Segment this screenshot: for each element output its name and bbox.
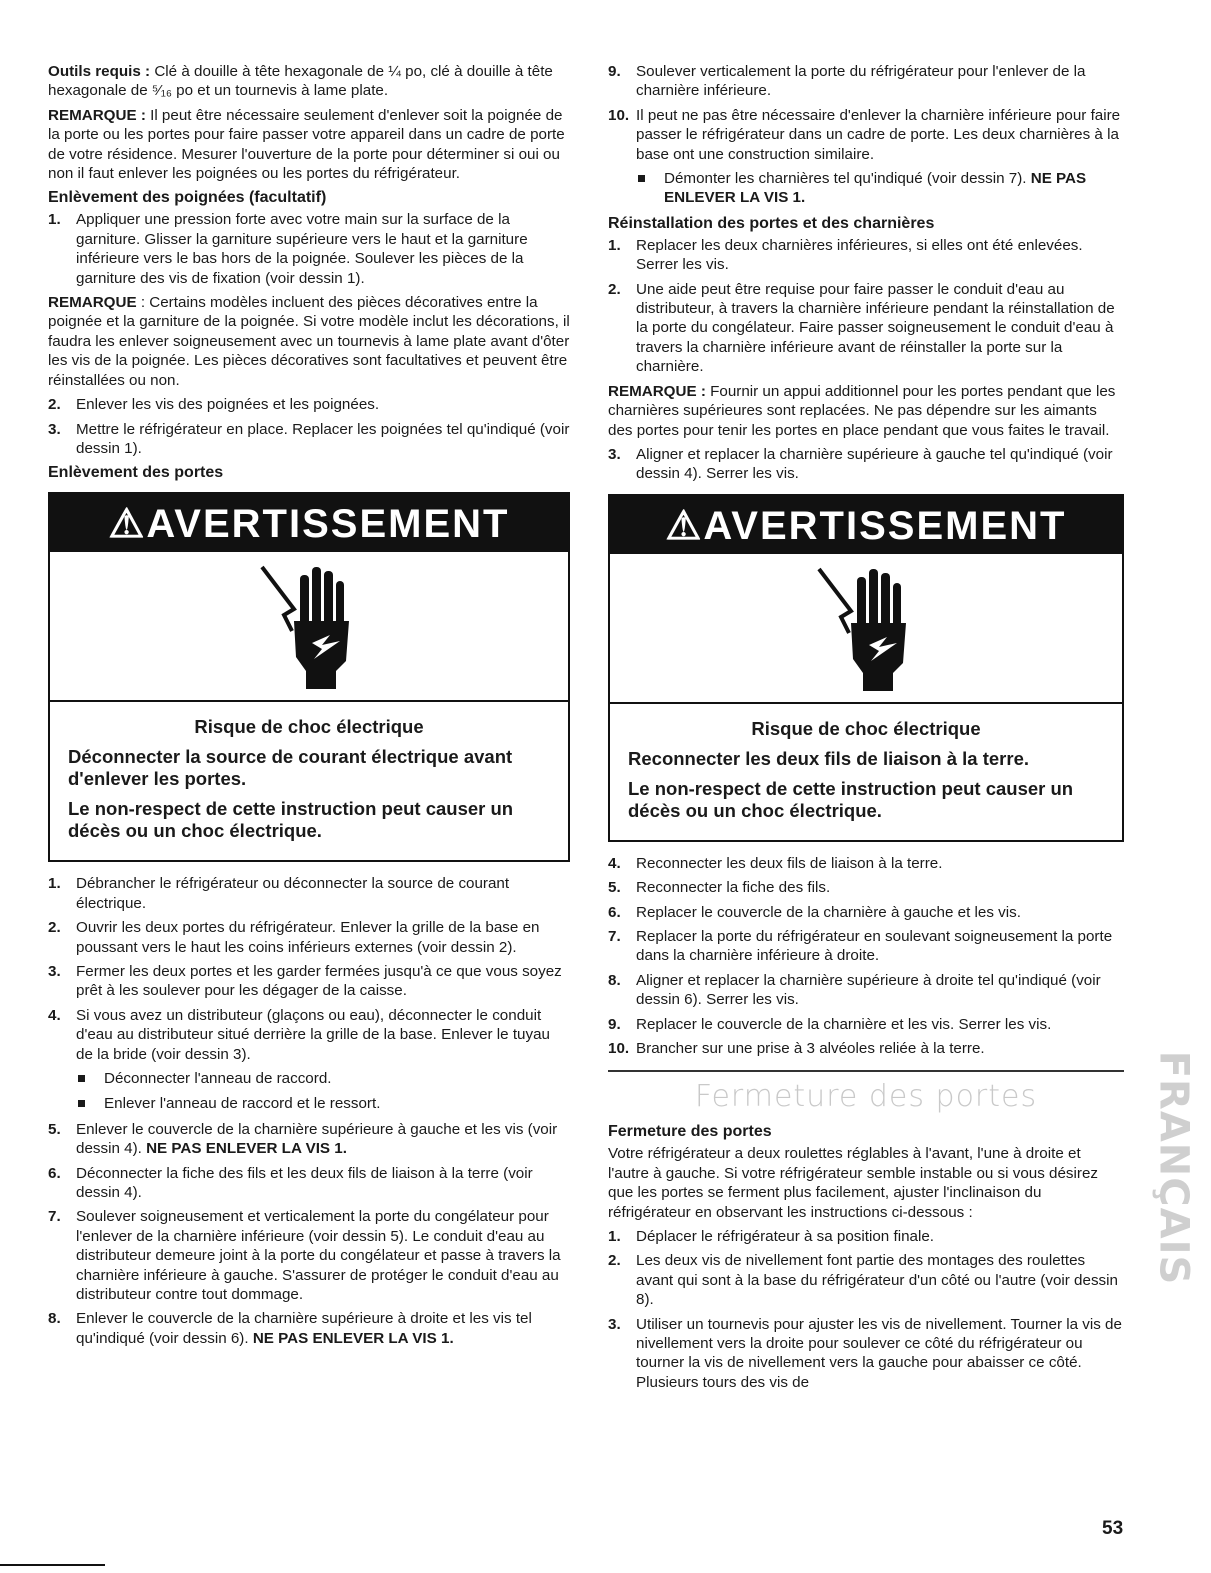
step-number: 6. [48,1164,61,1182]
warning-line-2-2: Le non-respect de cette instruction peut causer un décès ou un choc électrique. [628,777,1074,821]
step-item [608,445,1124,484]
step-number: 8. [608,971,621,989]
left-column [48,62,570,1353]
warning-body-2 [610,704,1122,840]
step-number: 7. [608,927,621,945]
closing-steps [608,1227,1124,1392]
step-text: Aligner et replacer la charnière supérieure à droite tel qu'indiqué (voir dessin 6). Serrer les vis. [636,971,1101,1009]
language-label: FRANÇAIS [1150,1050,1196,1286]
step-number: 10. [608,106,630,124]
step-text: Il peut ne pas être nécessaire d'enlever la charnière inférieure pour faire passer le réfrigérateur dans un cadre de porte. Les deux charnières à la base ont une construction similaire. [636,106,1121,163]
right-note-label: REMARQUE : [608,382,706,400]
step-item [48,1207,570,1304]
door-steps-a [48,874,570,1064]
step-item [48,874,570,913]
reinstall-steps-a [608,236,1124,377]
warning-line-1-2: Reconnecter les deux fils de liaison à la terre. [628,747,1029,769]
tools-label: Outils requis : [48,63,151,80]
step-number: 9. [608,1015,621,1033]
step-number: 2. [608,1252,621,1270]
step-number: 3. [608,445,621,463]
right-note-text: Fournir un appui additionnel pour les portes pendant que les charnières supérieures sont replacées. Ne pas dépendre sur les aimants des portes pour tenir les portes en place pendant que vous faites le travail. [608,382,1116,439]
step-text: Soulever verticalement la porte du réfrigérateur pour l'enlever de la charnière inférieure. [636,63,1086,100]
right-column [608,62,1124,1397]
door-steps-b [48,1120,570,1348]
step-number: 2. [48,396,61,414]
step-number: 5. [48,1120,61,1138]
step-bold-text: NE PAS ENLEVER LA VIS 1. [252,1329,454,1347]
step-item [48,395,570,414]
step-text: Replacer la porte du réfrigérateur en soulevant soigneusement la porte dans la charnière inférieure à droite. [636,927,1113,965]
step-item [48,1309,570,1348]
step-number: 3. [608,1315,621,1333]
right-note [608,382,1124,440]
reinstall-steps-c [608,854,1124,1059]
warning-risk-2: Risque de choc électrique [751,717,981,739]
step-item [608,971,1124,1010]
step-number: 4. [48,1006,61,1024]
step-number: 4. [608,854,621,872]
step-item [48,420,570,459]
step-number: 2. [608,280,621,298]
step-text: Soulever soigneusement et verticalement la porte du congélateur pour l'enlever de la charnière inférieure (voir dessin 5). Le conduit d'eau au distributeur demeure joint à la porte du congélateur et passe à travers la charnière inférieure à gauche. S'assurer de protéger le conduit d'eau au distributeur contre tout dommage. [76,1208,561,1304]
section-title: Fermeture des portes [694,1079,1038,1115]
step-number: 8. [48,1310,61,1328]
step-text: Déplacer le réfrigérateur à sa position finale. [636,1228,935,1245]
step-item [48,1120,570,1159]
note-text-2: : Certains modèles incluent des pièces décoratives entre la poignée et la garniture de la poignée. Si votre modèle inclut les décorations, il faudra les enlever soigneusement avec un tournevis à lame plate avant d'ôter les vis de la poignée. Les pièces décoratives sont facultatives et peuvent être réinstallées ou non. [48,294,570,389]
warning-box-2 [608,494,1124,842]
step-item [608,1039,1124,1058]
step-item [608,878,1124,897]
closing-heading: Fermeture des portes [608,1123,772,1141]
warning-box [48,492,570,862]
section-divider [608,1070,1124,1072]
warning-title-2: ⚠AVERTISSEMENT [610,496,1122,554]
tools-text: Clé à douille à tête hexagonale de ¼ po, clé à douille à tête hexagonale de ⁵⁄₁₆ po et un tournevis à lame plate. [48,63,553,100]
step-item [608,1227,1124,1246]
right-bullet [636,169,1124,208]
step-number: 10. [608,1039,630,1057]
step-number: 9. [608,63,621,80]
step-text: Appliquer une pression forte avec votre main sur la surface de la garniture. Glisser la garniture supérieure vers le haut et la garniture inférieure vers le bas hors de la poignée. Soulever les pièces de la garniture des vis de fixation (voir dessin 1). [76,211,528,287]
step-number: 3. [48,420,61,438]
note-text: Il peut être nécessaire seulement d'enlever soit la poignée de la porte ou les portes pour faire passer votre appareil dans un cadre de porte de votre résidence. Mesurer l'ouverture de la porte pour déterminer si oui ou non il faut enlever les poignées ou les portes du réfrigérateur. [48,106,565,183]
step-item [608,927,1124,966]
step-text: Déconnecter la fiche des fils et les deux fils de liaison à la terre (voir dessin 4). [76,1164,533,1201]
step-bold-text: NE PAS ENLEVER LA VIS 1. [146,1140,347,1158]
step-number: 1. [608,1228,621,1245]
step-text: Mettre le réfrigérateur en place. Replacer les poignées tel qu'indiqué (voir dessin 1). [76,420,570,457]
page-number: 53 [1102,1518,1124,1539]
step-number: 2. [48,919,61,937]
step-number: 1. [48,211,61,229]
step-item [608,62,1124,101]
handles-steps-b [48,395,570,458]
bullet-item: Déconnecter l'anneau de raccord. [76,1069,570,1088]
note-label: REMARQUE : [48,106,146,124]
tools-paragraph [48,62,570,101]
step-text: Ouvrir les deux portes du réfrigérateur. Enlever la grille de la base en poussant vers le haut les coins inférieurs externes (voir dessin 2). [76,919,540,956]
step-number: 6. [608,903,621,921]
step-text: Enlever les vis des poignées et les poignées. [76,396,380,414]
warning-body [50,702,568,860]
step-item [608,1251,1124,1309]
step-item [48,210,570,288]
handles-heading: Enlèvement des poignées (facultatif) [48,189,327,207]
warning-title: ⚠AVERTISSEMENT [50,494,568,552]
warning-risk: Risque de choc électrique [194,716,424,738]
step-text: Fermer les deux portes et les garder fermées jusqu'à ce que vous soyez prêt à les soulever pour les dégager de la caisse. [76,962,562,1000]
warning-line-1: Déconnecter la source de courant électrique avant d'enlever les portes. [68,746,513,790]
step-text: Replacer les deux charnières inférieures, si elles ont été enlevées. Serrer les vis. [636,236,1083,274]
right-bullet-text: Démonter les charnières tel qu'indiqué (voir dessin 7). [664,170,1031,188]
right-bullet-bold: NE PAS ENLEVER LA VIS 1. [664,170,1087,207]
step-text: Utiliser un tournevis pour ajuster les vis de nivellement. Tourner la vis de nivellement vers la droite pour soulever ce côté du réfrigérateur ou tourner la vis de nivellement vers la gauche pour abaisser ce côté. Plusieurs tours des vis de [636,1315,1122,1391]
step-text: Aligner et replacer la charnière supérieure à gauche tel qu'indiqué (voir dessin 4). Serrer les vis. [636,445,1113,483]
note-paragraph [48,106,570,184]
step-text: Une aide peut être requise pour faire passer le conduit d'eau au distributeur, à travers la charnière inférieure pendant la réinstallation de la porte du congélateur. Faire passer soigneusement le conduit d'eau à travers la charnière inférieure avant de réinstaller la porte sur la charnière. [636,280,1115,376]
warning-line-2: Le non-respect de cette instruction peut causer un décès ou un choc électrique. [68,798,514,842]
doors-heading: Enlèvement des portes [48,464,224,482]
shock-hazard-icon [50,552,568,702]
step-text: Enlever le couvercle de la charnière supérieure à gauche et les vis (voir dessin 4). [76,1120,558,1158]
step-item [48,1164,570,1203]
step-item [48,918,570,957]
bottom-rule [0,1564,105,1566]
step-text: Reconnecter les deux fils de liaison à la terre. [636,854,943,872]
language-side-tab [1150,1050,1196,1286]
reinstall-heading: Réinstallation des portes et des charnières [608,214,935,232]
step-item [608,106,1124,164]
note-label-2: REMARQUE [48,294,137,312]
step-item [48,1006,570,1064]
step-text: Replacer le couvercle de la charnière et les vis. Serrer les vis. [636,1015,1052,1033]
step-item [608,236,1124,275]
bullet-item: Enlever l'anneau de raccord et le ressort. [76,1094,570,1113]
step-item [608,1315,1124,1393]
step-text: Enlever le couvercle de la charnière supérieure à droite et les vis tel qu'indiqué (voir dessin 6). [76,1310,532,1347]
right-bullet-list [636,169,1124,208]
step-text: Reconnecter la fiche des fils. [636,879,831,897]
step-text: Débrancher le réfrigérateur ou déconnecter la source de courant électrique. [76,875,510,912]
step-number: 5. [608,879,621,897]
handles-steps-a [48,210,570,288]
door-bullets [76,1069,570,1114]
shock-hazard-icon-2 [610,554,1122,704]
reinstall-steps-b [608,445,1124,484]
step-item [48,962,570,1001]
step-number: 1. [608,236,621,254]
step-item [608,280,1124,377]
step-text: Si vous avez un distributeur (glaçons ou eau), déconnecter le conduit d'eau au distributeur situé derrière la grille de la base. Enlever le tuyau de la bride (voir dessin 3). [76,1006,550,1063]
step-number: 7. [48,1208,61,1226]
right-steps-a [608,62,1124,164]
step-text: Replacer le couvercle de la charnière à gauche et les vis. [636,903,1021,921]
step-item [608,1015,1124,1034]
step-text: Brancher sur une prise à 3 alvéoles reliée à la terre. [636,1039,985,1057]
step-text: Les deux vis de nivellement font partie des montages des roulettes avant qui sont à la base du réfrigérateur d'un côté ou l'autre (voir dessin 8). [636,1252,1118,1309]
closing-intro: Votre réfrigérateur a deux roulettes réglables à l'avant, l'une à droite et l'autre à gauche. Si votre réfrigérateur semble instable ou si vous désirez que les portes se ferment plus facilement, ajuster l'inclinaison du réfrigérateur en observant les instructions ci-dessous : [608,1145,1098,1221]
step-number: 1. [48,875,61,893]
step-item [608,903,1124,922]
step-item [608,854,1124,873]
step-number: 3. [48,962,61,980]
note-paragraph-2 [48,293,570,390]
